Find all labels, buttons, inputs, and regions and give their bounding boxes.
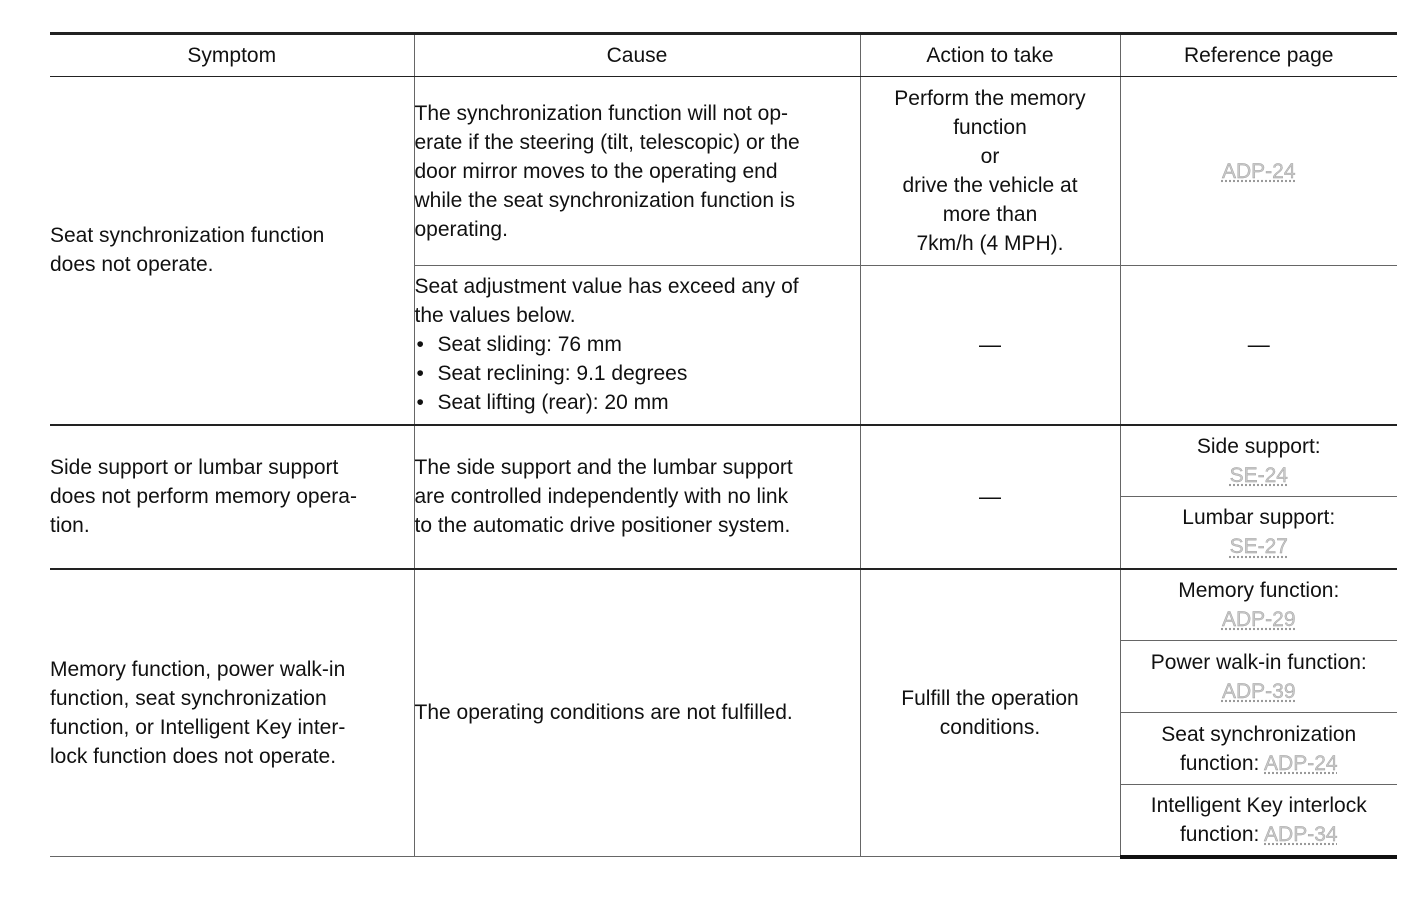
list-item: • Seat reclining: 9.1 degrees [415, 359, 860, 388]
symptom-cell: Side support or lumbar support does not perform memory opera- tion. [50, 425, 414, 569]
reference-link[interactable]: ADP-24 [1221, 159, 1296, 183]
reference-cell: Intelligent Key interlock function: ADP-34 [1120, 785, 1397, 857]
action-cell: Perform the memory function or drive the vehicle at more than 7km/h (4 MPH). [860, 77, 1120, 266]
reference-cell: Power walk-in function: ADP-39 [1120, 641, 1397, 713]
table-row [50, 77, 1397, 266]
header-symptom: Symptom [50, 34, 414, 77]
reference-cell: Lumbar support: SE-27 [1120, 497, 1397, 569]
table-row [50, 569, 1397, 641]
cause-cell: The side support and the lumbar support are controlled independently with no link to the automatic drive positioner system. [414, 425, 860, 569]
action-cell: — [860, 266, 1120, 425]
cause-cell: The operating conditions are not fulfilled. [414, 569, 860, 857]
reference-link[interactable]: ADP-24 [1264, 751, 1338, 775]
reference-cell: — [1120, 266, 1397, 425]
reference-link[interactable]: ADP-29 [1221, 607, 1296, 631]
bullet-list [415, 330, 860, 417]
header-cause: Cause [414, 34, 860, 77]
symptom-cell: Seat synchronization function does not operate. [50, 77, 414, 425]
header-action: Action to take [860, 34, 1120, 77]
action-cell: — [860, 425, 1120, 569]
reference-cell: Memory function: ADP-29 [1120, 569, 1397, 641]
reference-cell: Seat synchronization function: ADP-24 [1120, 713, 1397, 785]
cause-cell: Seat adjustment value has exceed any of the values below. • Seat sliding: 76 mm • Seat reclining: 9.1 degrees • Seat lifting (rear): 20 mm [414, 266, 860, 425]
reference-link[interactable]: ADP-34 [1264, 822, 1338, 846]
list-item: • Seat lifting (rear): 20 mm [415, 388, 860, 417]
symptom-cell: Memory function, power walk-in function, seat synchronization function, or Intelligent Key inter- lock function does not operate. [50, 569, 414, 857]
reference-link[interactable]: SE-24 [1229, 463, 1288, 487]
list-item: • Seat sliding: 76 mm [415, 330, 860, 359]
reference-cell [1120, 77, 1397, 266]
reference-link[interactable]: SE-27 [1229, 535, 1288, 559]
header-row [50, 34, 1397, 77]
table-row [50, 425, 1397, 497]
header-reference: Reference page [1120, 34, 1397, 77]
symptom-table [50, 32, 1397, 859]
reference-cell: Side support: SE-24 [1120, 425, 1397, 497]
cause-cell: The synchronization function will not op- erate if the steering (tilt, telescopic) or the door mirror moves to the operating end while the seat synchronization function is operating. [414, 77, 860, 266]
reference-link[interactable]: ADP-39 [1221, 679, 1296, 703]
action-cell: Fulfill the operation conditions. [860, 569, 1120, 857]
